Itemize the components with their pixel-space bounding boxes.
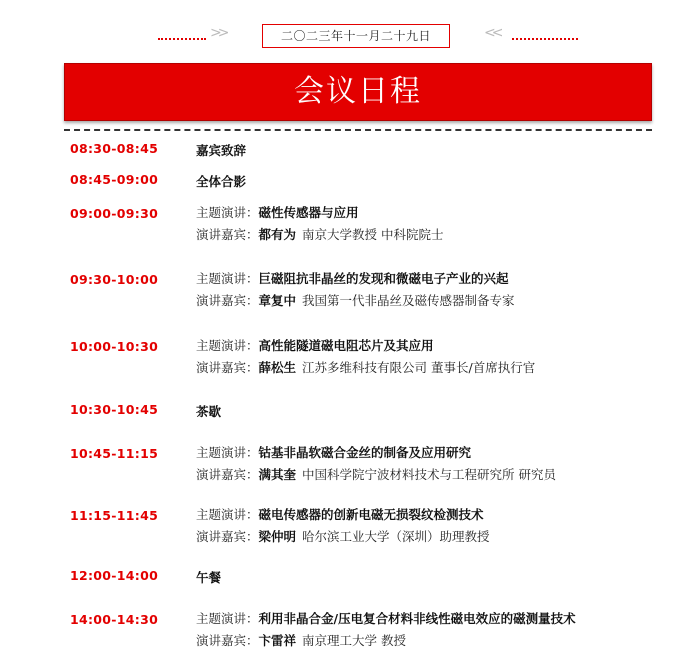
session-content bbox=[196, 202, 444, 246]
speaker-affiliation: 哈尔滨工业大学（深圳）助理教授 bbox=[302, 529, 490, 544]
double-chevron-right-icon: >> bbox=[210, 25, 226, 41]
session-time: 10:30-10:45 bbox=[70, 402, 159, 417]
session-content bbox=[196, 335, 535, 379]
speaker-label: 演讲嘉宾： bbox=[196, 633, 259, 648]
talk-topic: 利用非晶合金/压电复合材料非线性磁电效应的磁测量技术 bbox=[258, 611, 576, 626]
session-content bbox=[196, 568, 221, 586]
session-time: 10:45-11:15 bbox=[70, 446, 159, 461]
session-time: 12:00-14:00 bbox=[70, 568, 159, 583]
session-title: 午餐 bbox=[196, 570, 222, 585]
speaker-affiliation: 我国第一代非晶丝及磁传感器制备专家 bbox=[302, 293, 515, 308]
event-date: 二〇二三年十一月二十九日 bbox=[262, 24, 450, 48]
speaker-name: 章复中 bbox=[258, 293, 297, 308]
talk-topic: 磁性传感器与应用 bbox=[258, 205, 359, 220]
topic-label: 主题演讲： bbox=[196, 445, 259, 460]
talk-topic: 钴基非晶软磁合金丝的制备及应用研究 bbox=[258, 445, 472, 460]
speaker-label: 演讲嘉宾： bbox=[196, 360, 259, 375]
speaker-name: 满其奎 bbox=[258, 467, 297, 482]
session-title: 嘉宾致辞 bbox=[196, 143, 247, 158]
speaker-affiliation: 中国科学院宁波材料技术与工程研究所 研究员 bbox=[302, 467, 557, 482]
topic-label: 主题演讲： bbox=[196, 611, 259, 626]
talk-topic: 高性能隧道磁电阻芯片及其应用 bbox=[258, 338, 434, 353]
dashed-divider bbox=[64, 129, 652, 131]
session-time: 11:15-11:45 bbox=[70, 508, 159, 523]
session-content bbox=[196, 141, 246, 159]
session-time: 08:30-08:45 bbox=[70, 141, 159, 156]
session-time: 08:45-09:00 bbox=[70, 172, 159, 187]
speaker-label: 演讲嘉宾： bbox=[196, 529, 259, 544]
talk-topic: 磁电传感器的创新电磁无损裂纹检测技术 bbox=[258, 507, 484, 522]
speaker-affiliation: 南京理工大学 教授 bbox=[302, 633, 407, 648]
decorative-dots-right bbox=[512, 38, 578, 40]
decorative-dots-left bbox=[158, 38, 206, 40]
session-content bbox=[196, 608, 576, 652]
page-title: 会议日程 bbox=[64, 63, 652, 121]
session-title: 全体合影 bbox=[196, 174, 247, 189]
session-content bbox=[196, 268, 515, 312]
session-content bbox=[196, 402, 221, 420]
session-content bbox=[196, 172, 246, 190]
speaker-name: 薛松生 bbox=[258, 360, 297, 375]
topic-label: 主题演讲： bbox=[196, 271, 259, 286]
topic-label: 主题演讲： bbox=[196, 338, 259, 353]
speaker-affiliation: 江苏多维科技有限公司 董事长/首席执行官 bbox=[302, 360, 536, 375]
double-chevron-left-icon: << bbox=[484, 25, 500, 41]
topic-label: 主题演讲： bbox=[196, 507, 259, 522]
topic-label: 主题演讲： bbox=[196, 205, 259, 220]
speaker-name: 梁仲明 bbox=[258, 529, 297, 544]
speaker-affiliation: 南京大学教授 中科院院士 bbox=[302, 227, 444, 242]
date-header bbox=[0, 24, 700, 48]
speaker-label: 演讲嘉宾： bbox=[196, 467, 259, 482]
session-content bbox=[196, 442, 556, 486]
speaker-name: 都有为 bbox=[258, 227, 297, 242]
session-time: 09:00-09:30 bbox=[70, 206, 159, 221]
speaker-label: 演讲嘉宾： bbox=[196, 227, 259, 242]
session-time: 14:00-14:30 bbox=[70, 612, 159, 627]
speaker-label: 演讲嘉宾： bbox=[196, 293, 259, 308]
session-time: 10:00-10:30 bbox=[70, 339, 159, 354]
session-title: 茶歇 bbox=[196, 404, 222, 419]
speaker-name: 卞雷祥 bbox=[258, 633, 297, 648]
talk-topic: 巨磁阻抗非晶丝的发现和微磁电子产业的兴起 bbox=[258, 271, 509, 286]
session-content bbox=[196, 504, 490, 548]
session-time: 09:30-10:00 bbox=[70, 272, 159, 287]
